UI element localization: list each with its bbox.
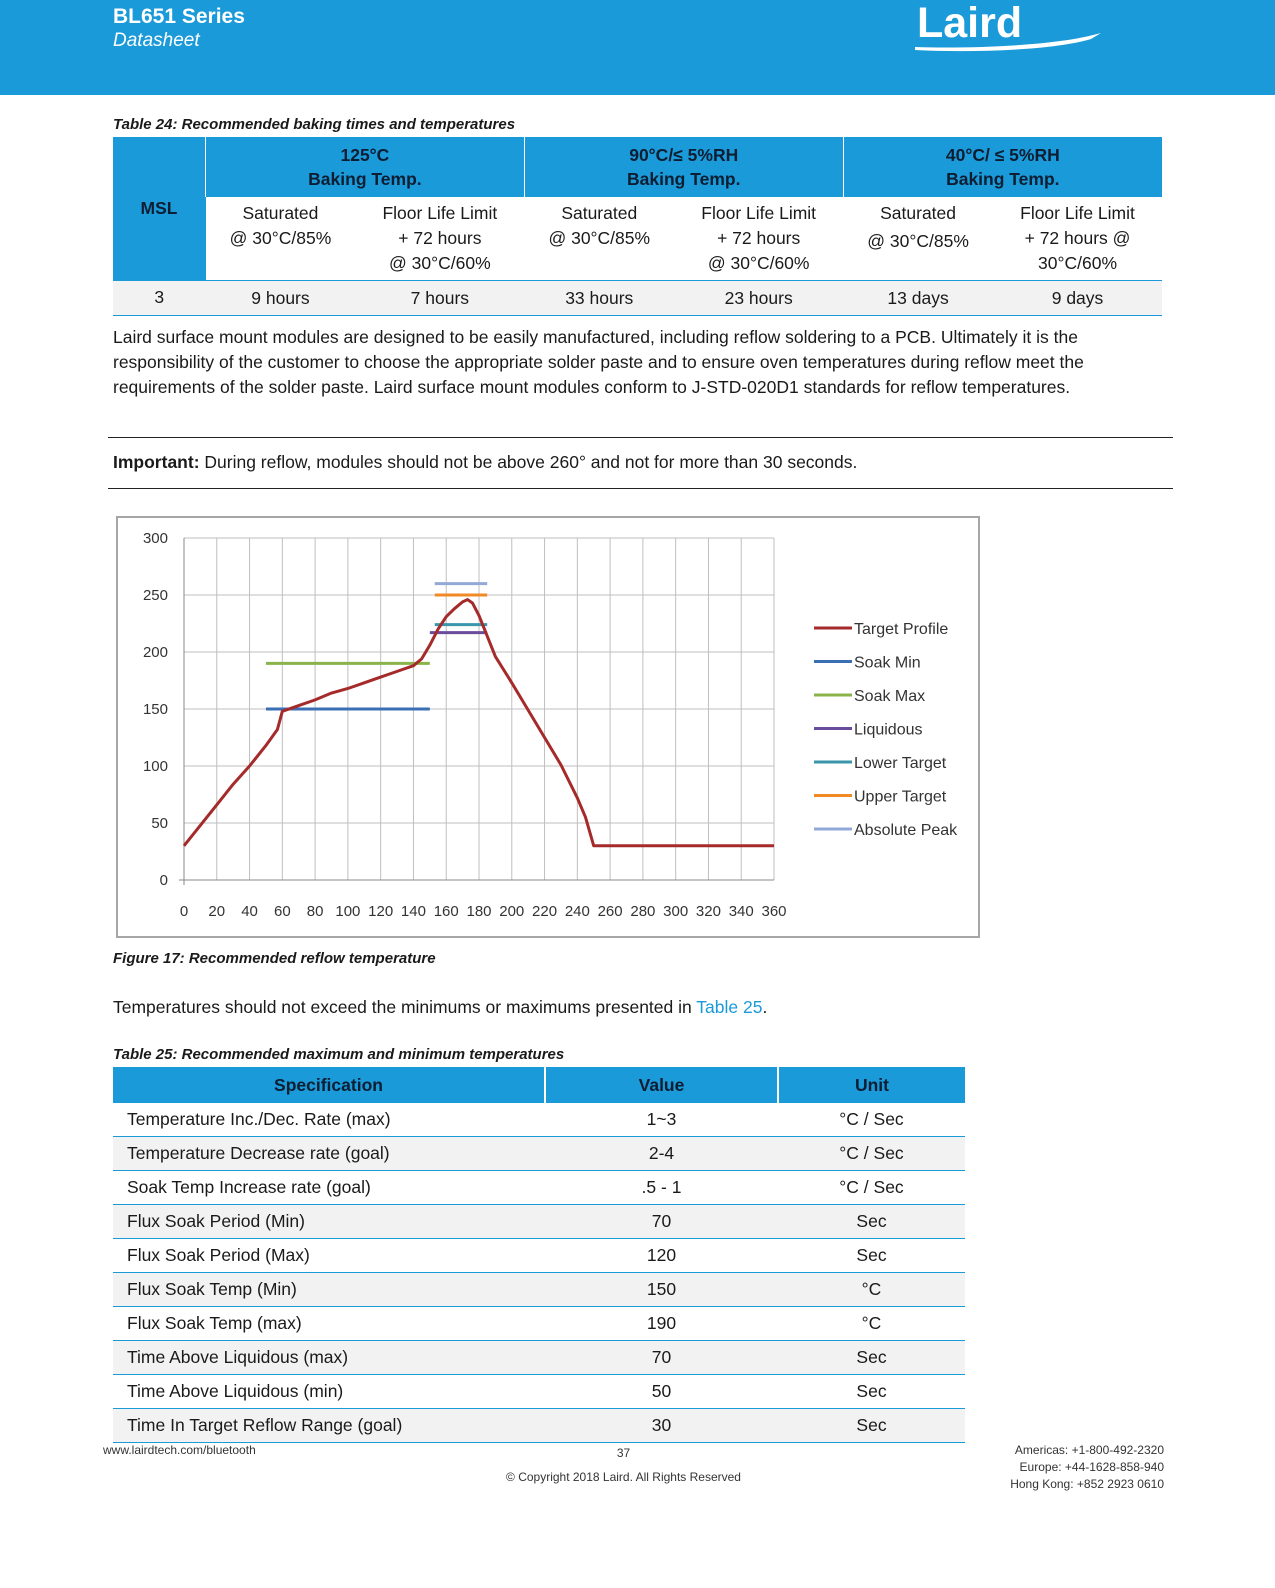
table-row: [113, 1103, 965, 1137]
footer-americas: Americas: +1-800-492-2320: [1014, 1443, 1164, 1457]
x-tick-label: 280: [630, 903, 656, 920]
reflow-paragraph: Laird surface mount modules are designed to be easily manufactured, including reflow soldering to a PCB. Ultimately it is the responsibility of the customer to choose the appropriate solder paste and to ensure oven temperatures during reflow meet the requirements of the solder paste. Laird surface mount modules conform to J-STD-020D1 standards for reflow temperatures.: [113, 327, 1084, 397]
table-row: [113, 281, 1162, 316]
table-row: [113, 1307, 965, 1341]
table-cell: 23 hours: [674, 281, 843, 316]
value-cell: 2-4: [545, 1137, 778, 1171]
laird-logo: [915, 0, 1105, 58]
x-tick-label: 60: [273, 903, 291, 920]
table-cell: 13 days: [843, 281, 993, 316]
important-text: During reflow, modules should not be above 260° and not for more than 30 seconds.: [199, 452, 858, 472]
x-tick-label: 240: [564, 903, 590, 920]
unit-cell: °C / Sec: [778, 1171, 965, 1205]
temperatures-table: [113, 1067, 965, 1443]
subheader-cell: Floor Life Limit + 72 hours @ 30°C/60%: [993, 197, 1162, 281]
table25-caption: Table 25: Recommended maximum and minimum temperatures: [113, 1046, 565, 1063]
msl-header: MSL: [113, 137, 206, 281]
legend-label: Liquidous: [854, 721, 923, 739]
col-header-value: Value: [545, 1067, 778, 1103]
table25-link[interactable]: Table 25: [696, 997, 763, 1017]
subheader-cell: Floor Life Limit + 72 hours @ 30°C/60%: [674, 197, 843, 281]
unit-cell: °C: [778, 1307, 965, 1341]
spec-cell: Flux Soak Temp (Min): [113, 1273, 545, 1307]
x-tick-label: 120: [368, 903, 394, 920]
legend-label: Target Profile: [854, 621, 949, 638]
page-number: 37: [616, 1446, 631, 1460]
spec-cell: Soak Temp Increase rate (goal): [113, 1171, 545, 1205]
x-tick-label: 0: [179, 903, 189, 920]
footer-europe: Europe: +44-1628-858-940: [1019, 1460, 1164, 1474]
msl-value: 3: [113, 281, 206, 316]
y-tick-label: 300: [142, 530, 168, 547]
spec-cell: Flux Soak Period (Min): [113, 1205, 545, 1239]
y-tick-label: 100: [142, 758, 168, 775]
footer-website: www.lairdtech.com/bluetooth: [103, 1443, 256, 1457]
unit-cell: Sec: [778, 1375, 965, 1409]
y-tick-label: 200: [142, 644, 168, 661]
value-cell: 1~3: [545, 1103, 778, 1137]
x-tick-label: 20: [208, 903, 226, 920]
x-tick-label: 340: [728, 903, 754, 920]
table-row: [113, 1171, 965, 1205]
value-cell: 150: [545, 1273, 778, 1307]
important-note: [113, 450, 1173, 475]
x-tick-label: 220: [532, 903, 558, 920]
divider-bottom: [108, 488, 1173, 489]
x-tick-label: 160: [433, 903, 459, 920]
x-tick-label: 140: [400, 903, 426, 920]
subheader-cell: Floor Life Limit + 72 hours @ 30°C/60%: [355, 197, 524, 281]
spec-cell: Flux Soak Temp (max): [113, 1307, 545, 1341]
page-header: [0, 0, 1275, 95]
important-label: Important:: [113, 452, 200, 472]
unit-cell: Sec: [778, 1205, 965, 1239]
x-tick-label: 180: [466, 903, 492, 920]
x-tick-label: 320: [695, 903, 721, 920]
y-tick-label: 250: [142, 587, 168, 604]
table-cell: 9 days: [993, 281, 1162, 316]
logo-text: Laird: [917, 0, 1023, 47]
figure17-caption: Figure 17: Recommended reflow temperature: [113, 950, 436, 967]
x-tick-label: 100: [335, 903, 361, 920]
group-header-40c: 40°C/ ≤ 5%RH Baking Temp.: [843, 137, 1162, 197]
legend-label: Lower Target: [854, 755, 947, 772]
subheader-cell: Saturated @ 30°C/85%: [843, 197, 993, 281]
unit-cell: °C: [778, 1273, 965, 1307]
document-type: Datasheet: [113, 30, 200, 51]
value-cell: 120: [545, 1239, 778, 1273]
footer-copyright: © Copyright 2018 Laird. All Rights Reserved: [506, 1470, 741, 1484]
x-tick-label: 200: [499, 903, 525, 920]
table-cell: 9 hours: [206, 281, 356, 316]
legend-label: Soak Max: [854, 688, 926, 705]
spec-cell: Time Above Liquidous (min): [113, 1375, 545, 1409]
table-row: [113, 1409, 965, 1443]
subheader-cell: Saturated @ 30°C/85%: [524, 197, 674, 281]
value-cell: 70: [545, 1341, 778, 1375]
temp-sentence: Temperatures should not exceed the minimums or maximums presented in Table 25.: [113, 997, 768, 1017]
table-row: [113, 1375, 965, 1409]
legend-label: Soak Min: [854, 654, 921, 672]
table-row: [113, 1341, 965, 1375]
value-cell: 190: [545, 1307, 778, 1341]
unit-cell: °C / Sec: [778, 1103, 965, 1137]
footer-hongkong: Hong Kong: +852 2923 0610: [1010, 1477, 1164, 1491]
y-tick-label: 150: [142, 701, 168, 718]
unit-cell: Sec: [778, 1409, 965, 1443]
y-tick-label: 0: [159, 872, 168, 889]
group-header-90c: 90°C/≤ 5%RH Baking Temp.: [524, 137, 843, 197]
value-cell: 70: [545, 1205, 778, 1239]
x-tick-label: 300: [663, 903, 689, 920]
unit-cell: °C / Sec: [778, 1137, 965, 1171]
table-cell: 33 hours: [524, 281, 674, 316]
legend-label: Upper Target: [854, 788, 947, 806]
spec-cell: Time In Target Reflow Range (goal): [113, 1409, 545, 1443]
table-row: [113, 1137, 965, 1171]
col-header-unit: Unit: [778, 1067, 965, 1103]
spec-cell: Temperature Decrease rate (goal): [113, 1137, 545, 1171]
baking-table: [113, 137, 1162, 316]
x-tick-label: 80: [306, 903, 324, 920]
legend-label: Absolute Peak: [854, 822, 958, 839]
reflow-chart: [118, 518, 978, 936]
x-tick-label: 40: [241, 903, 258, 920]
spec-cell: Time Above Liquidous (max): [113, 1341, 545, 1375]
spec-cell: Flux Soak Period (Max): [113, 1239, 545, 1273]
table-row: [113, 1239, 965, 1273]
table-row: [113, 1273, 965, 1307]
series-title: BL651 Series: [113, 5, 245, 28]
subheader-cell: Saturated @ 30°C/85%: [206, 197, 356, 281]
x-tick-label: 260: [597, 903, 623, 920]
table-row: [113, 1205, 965, 1239]
unit-cell: Sec: [778, 1341, 965, 1375]
table-cell: 7 hours: [355, 281, 524, 316]
value-cell: .5 - 1: [545, 1171, 778, 1205]
value-cell: 50: [545, 1375, 778, 1409]
divider-top: [108, 437, 1173, 438]
x-tick-label: 360: [761, 903, 787, 920]
y-tick-label: 50: [151, 815, 168, 832]
table24-caption: Table 24: Recommended baking times and temperatures: [113, 116, 516, 133]
reflow-chart-frame: [116, 516, 980, 938]
value-cell: 30: [545, 1409, 778, 1443]
unit-cell: Sec: [778, 1239, 965, 1273]
spec-cell: Temperature Inc./Dec. Rate (max): [113, 1103, 545, 1137]
group-header-125c: 125°C Baking Temp.: [206, 137, 525, 197]
col-header-specification: Specification: [113, 1067, 545, 1103]
